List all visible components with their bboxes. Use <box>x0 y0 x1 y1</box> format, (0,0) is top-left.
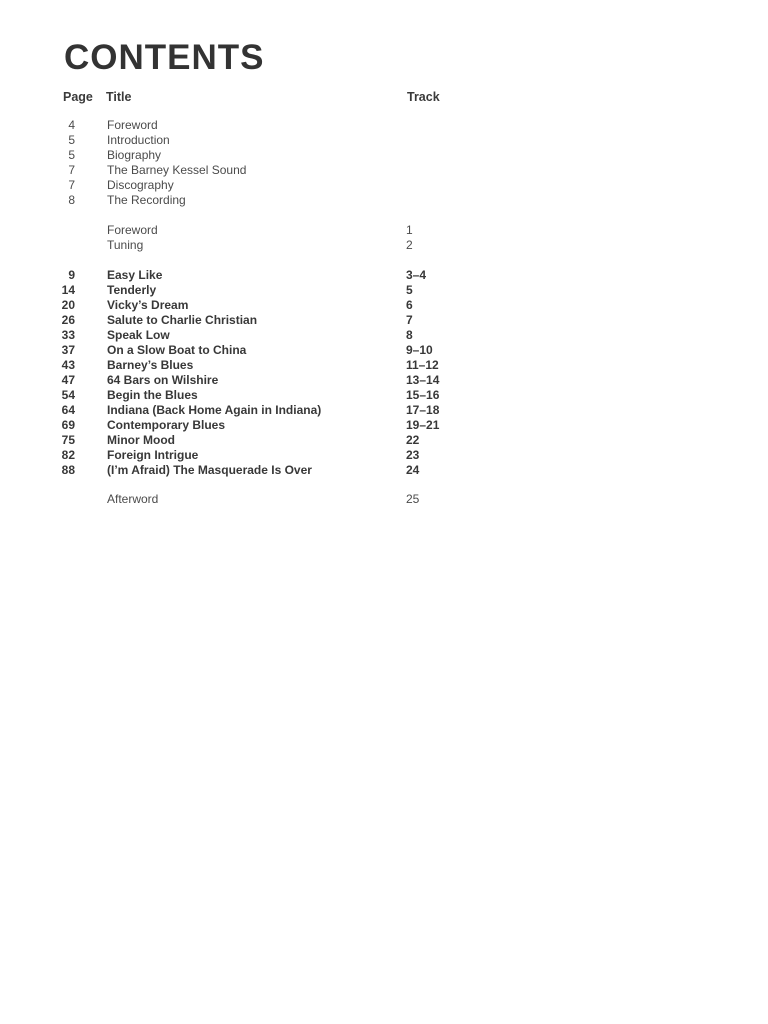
toc-row <box>0 418 768 433</box>
entry-title: Introduction <box>107 133 170 147</box>
track-number: 17–18 <box>406 403 440 417</box>
track-number: 7 <box>406 313 413 327</box>
track-number: 23 <box>406 448 420 462</box>
entry-title: Contemporary Blues <box>107 418 226 432</box>
toc-row <box>0 268 768 283</box>
toc-row <box>0 492 768 507</box>
track-number: 19–21 <box>406 418 440 432</box>
track-number: 11–12 <box>406 358 439 372</box>
page-number: 8 <box>68 193 75 207</box>
page-number <box>0 492 75 507</box>
entry-title: Tuning <box>107 238 144 252</box>
entry-title: Begin the Blues <box>107 388 198 402</box>
entry-title: Foreword <box>107 118 158 132</box>
page-number: 75 <box>61 433 75 447</box>
page-title: CONTENTS <box>64 38 265 77</box>
track-number: 25 <box>406 492 420 506</box>
track-number: 5 <box>406 283 413 297</box>
column-header-page: Page <box>63 90 93 104</box>
toc-row <box>0 148 768 163</box>
toc-row <box>0 463 768 478</box>
page-number: 54 <box>61 388 75 402</box>
page-number: 5 <box>68 148 75 162</box>
toc-row <box>0 343 768 358</box>
toc-row <box>0 328 768 343</box>
entry-title: Speak Low <box>107 328 170 342</box>
page-number: 20 <box>61 298 75 312</box>
column-header-title: Title <box>106 90 132 104</box>
entry-title: Barney’s Blues <box>107 358 194 372</box>
toc-row <box>0 313 768 328</box>
toc-row <box>0 223 768 238</box>
toc-row <box>0 133 768 148</box>
track-number: 2 <box>406 238 413 252</box>
entry-title: The Barney Kessel Sound <box>107 163 247 177</box>
track-number: 1 <box>406 223 413 237</box>
toc-row <box>0 298 768 313</box>
page-number: 5 <box>68 133 75 147</box>
entry-title: Indiana (Back Home Again in Indiana) <box>107 403 322 417</box>
toc-row <box>0 358 768 373</box>
entry-title: Foreword <box>107 223 158 237</box>
page-number: 64 <box>61 403 75 417</box>
page-number: 7 <box>68 178 75 192</box>
track-number: 13–14 <box>406 373 440 387</box>
entry-title: 64 Bars on Wilshire <box>107 373 219 387</box>
page-number <box>0 223 75 238</box>
column-headers <box>0 90 768 105</box>
entry-title: Tenderly <box>107 283 157 297</box>
toc-section-songs <box>0 268 768 478</box>
entry-title: Minor Mood <box>107 433 175 447</box>
page-number: 69 <box>61 418 75 432</box>
track-number <box>406 118 768 133</box>
toc-row <box>0 283 768 298</box>
toc-row <box>0 193 768 208</box>
page-number: 9 <box>68 268 75 282</box>
entry-title: Discography <box>107 178 174 192</box>
page-number: 7 <box>68 163 75 177</box>
entry-title: The Recording <box>107 193 186 207</box>
track-number: 15–16 <box>406 388 440 402</box>
track-number <box>406 193 768 208</box>
entry-title: Easy Like <box>107 268 163 282</box>
toc-row <box>0 178 768 193</box>
toc-row <box>0 238 768 253</box>
page-number: 82 <box>61 448 75 462</box>
column-header-track: Track <box>407 90 440 104</box>
toc-row <box>0 403 768 418</box>
page-number: 33 <box>61 328 75 342</box>
entry-title: Foreign Intrigue <box>107 448 199 462</box>
track-number: 8 <box>406 328 413 342</box>
page-number: 4 <box>68 118 75 132</box>
toc-row <box>0 388 768 403</box>
page-number: 47 <box>61 373 75 387</box>
page-number: 26 <box>61 313 75 327</box>
track-number: 6 <box>406 298 413 312</box>
entry-title: Vicky’s Dream <box>107 298 189 312</box>
toc-section-back-matter <box>0 492 768 507</box>
track-number <box>406 133 768 148</box>
toc-row <box>0 118 768 133</box>
track-number: 9–10 <box>406 343 433 357</box>
toc-section-front-matter <box>0 118 768 208</box>
track-number <box>406 148 768 163</box>
entry-title: Biography <box>107 148 162 162</box>
track-number: 24 <box>406 463 420 477</box>
entry-title: (I’m Afraid) The Masquerade Is Over <box>107 463 312 477</box>
page-number: 14 <box>61 283 75 297</box>
page-number: 88 <box>61 463 75 477</box>
entry-title: Afterword <box>107 492 159 506</box>
toc-section-audio-intro <box>0 223 768 253</box>
track-number: 22 <box>406 433 420 447</box>
toc-row <box>0 433 768 448</box>
track-number <box>406 178 768 193</box>
page-number: 43 <box>61 358 75 372</box>
entry-title: Salute to Charlie Christian <box>107 313 258 327</box>
toc-row <box>0 373 768 388</box>
page-number: 37 <box>61 343 75 357</box>
track-number: 3–4 <box>406 268 427 282</box>
toc-row <box>0 448 768 463</box>
toc-row <box>0 163 768 178</box>
track-number <box>406 163 768 178</box>
entry-title: On a Slow Boat to China <box>107 343 247 357</box>
page-number <box>0 238 75 253</box>
